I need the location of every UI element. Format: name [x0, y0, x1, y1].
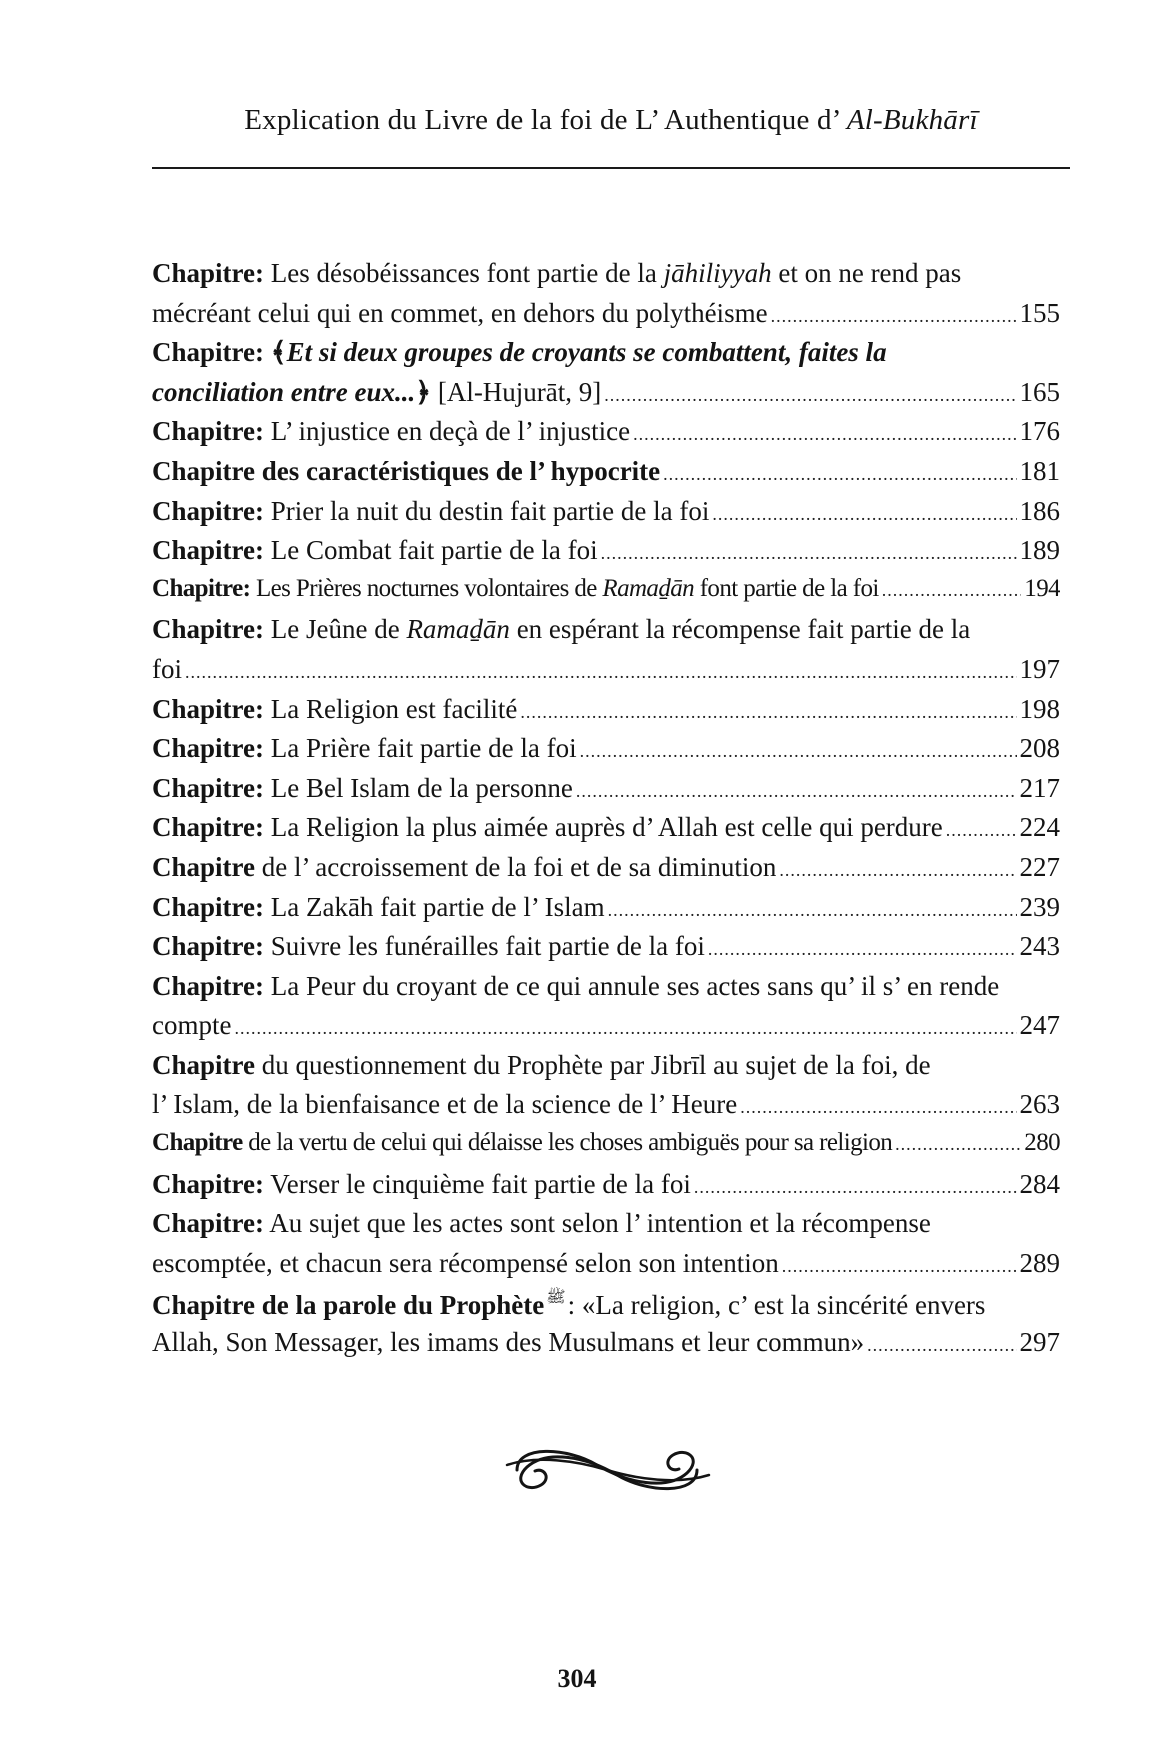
- page-ref[interactable]: 247: [1019, 1010, 1060, 1041]
- toc-line: [152, 258, 1060, 298]
- page-ref[interactable]: 197: [1019, 653, 1060, 684]
- toc-line: [152, 931, 1060, 971]
- chapter-title: Le Combat fait partie de la foi: [264, 535, 598, 566]
- leader-dots: [520, 702, 1016, 723]
- leader-dots: [663, 464, 1016, 485]
- chapter-label: Chapitre de la parole du Prophète: [152, 1290, 545, 1321]
- chapter-title: La Religion est facilité: [264, 693, 518, 724]
- chapter-title: l’ Islam, de la bienfaisance et de la science de l’ Heure: [152, 1089, 738, 1120]
- header-title: Explication du Livre de la foi de L’ Authentique d’: [244, 104, 847, 136]
- chapter-title: Au sujet que les actes sont selon l’ intention et la récompense: [264, 1208, 931, 1239]
- chapter-title: La Peur du croyant de ce qui annule ses actes sans qu’ il s’ en rende: [264, 970, 1000, 1001]
- toc-line: [152, 1010, 1060, 1050]
- chapter-label: Chapitre: [152, 1129, 243, 1157]
- chapter-title: escomptée, et chacun sera récompensé selon son intention: [152, 1247, 779, 1278]
- leader-dots: [708, 939, 1017, 960]
- toc-line: [152, 298, 1060, 338]
- toc-line: [152, 575, 1060, 615]
- toc-line: [152, 1129, 1060, 1169]
- toc-line: [152, 416, 1060, 456]
- toc-line: [152, 496, 1060, 536]
- toc-line: [152, 773, 1060, 813]
- chapter-title-italic: jāhiliyyah: [663, 258, 772, 288]
- chapter-label: Chapitre:: [152, 614, 264, 645]
- page-ref[interactable]: 227: [1019, 851, 1060, 882]
- chapter-title: La Religion la plus aimée auprès d’ Allah est celle qui perdure: [264, 812, 943, 843]
- toc-line: [152, 1248, 1060, 1288]
- chapter-title: Suivre les funérailles fait partie de la foi: [264, 931, 705, 962]
- chapter-title-italic: Ramaḏān: [602, 574, 695, 602]
- toc-line: [152, 377, 1060, 417]
- chapter-label: Chapitre: [152, 851, 256, 882]
- chapter-label: Chapitre:: [152, 258, 264, 288]
- page-ref[interactable]: 284: [1019, 1168, 1060, 1199]
- header-author: Al-Bukhārī: [846, 104, 978, 136]
- toc-line: [152, 971, 1060, 1011]
- chapter-label: Chapitre:: [152, 812, 264, 843]
- chapter-label: Chapitre:: [152, 535, 264, 566]
- page-ref[interactable]: 181: [1019, 455, 1060, 486]
- chapter-title: Prier la nuit du destin fait partie de la foi: [264, 495, 710, 526]
- chapter-title: Le Jeûne de: [264, 614, 407, 645]
- toc-line: [152, 1050, 1060, 1090]
- toc-line: [152, 535, 1060, 575]
- page-ref[interactable]: 155: [1019, 297, 1060, 328]
- page-ref[interactable]: 176: [1019, 416, 1060, 447]
- toc-line: [152, 892, 1060, 932]
- page-ref[interactable]: 194: [1024, 574, 1060, 602]
- quran-open-bracket: ﴾: [270, 337, 287, 368]
- running-header: [152, 104, 1070, 137]
- toc-line: [152, 1327, 1060, 1367]
- leader-dots: [608, 900, 1017, 921]
- leader-dots: [185, 662, 1017, 683]
- page-ref[interactable]: 224: [1019, 812, 1060, 843]
- leader-dots: [771, 306, 1017, 327]
- leader-dots: [740, 1097, 1016, 1118]
- chapter-title: du questionnement du Prophète par Jibrīl au sujet de la foi, de: [255, 1049, 931, 1080]
- toc-line: [152, 812, 1060, 852]
- chapter-title: mécréant celui qui en commet, en dehors du polythéisme: [152, 297, 768, 328]
- chapter-label: Chapitre des caractéristiques de l’ hypocrite: [152, 455, 661, 486]
- page-ref[interactable]: 239: [1019, 891, 1060, 922]
- page-ref[interactable]: 297: [1019, 1327, 1060, 1358]
- toc-line: [152, 1169, 1060, 1209]
- toc-line: [152, 733, 1060, 773]
- flourish-ornament-icon: [497, 1425, 717, 1515]
- leader-dots: [712, 504, 1016, 525]
- toc-line: [152, 1208, 1060, 1248]
- chapter-title: et on ne rend pas: [771, 258, 962, 288]
- leader-dots: [580, 741, 1017, 762]
- chapter-title: Les Prières nocturnes volontaires de: [250, 574, 603, 602]
- quran-reference: [Al-Hujurāt, 9]: [431, 376, 602, 407]
- toc-line: [152, 1287, 1060, 1327]
- chapter-title: Le Bel Islam de la personne: [264, 772, 573, 803]
- chapter-title: en espérant la récompense fait partie de la: [509, 614, 971, 645]
- chapter-title: foi: [152, 653, 182, 684]
- table-of-contents: [152, 258, 1060, 1367]
- chapter-label: Chapitre:: [152, 931, 264, 962]
- page-ref[interactable]: 186: [1019, 495, 1060, 526]
- toc-line: [152, 852, 1060, 892]
- toc-line: [152, 456, 1060, 496]
- toc-line: [152, 694, 1060, 734]
- chapter-title: Les désobéissances font partie de la: [264, 258, 664, 288]
- leader-dots: [946, 820, 1017, 841]
- leader-dots: [779, 860, 1016, 881]
- chapter-title: : «La religion, c’ est la sincérité envers: [567, 1290, 986, 1321]
- chapter-label: Chapitre:: [152, 1168, 264, 1199]
- chapter-title: font partie de la foi: [694, 574, 879, 602]
- chapter-title: de la vertu de celui qui délaisse les choses ambiguës pour sa religion: [242, 1129, 893, 1157]
- page-ref[interactable]: 198: [1019, 693, 1060, 724]
- chapter-title: Verser le cinquième fait partie de la foi: [264, 1168, 691, 1199]
- chapter-label: Chapitre: [152, 1049, 256, 1080]
- quran-verse: Et si deux groupes de croyants se combattent, faites la: [286, 337, 887, 368]
- leader-dots: [234, 1018, 1016, 1039]
- quran-close-bracket: ﴿: [415, 376, 432, 407]
- chapter-label: Chapitre:: [152, 1208, 264, 1239]
- chapter-label: Chapitre:: [152, 891, 264, 922]
- leader-dots: [882, 580, 1022, 601]
- chapter-label: Chapitre:: [152, 970, 264, 1001]
- chapter-label: Chapitre:: [152, 693, 264, 724]
- toc-line: [152, 337, 1060, 377]
- page-ref[interactable]: 280: [1024, 1129, 1060, 1157]
- chapter-title: La Zakāh fait partie de l’ Islam: [264, 891, 605, 922]
- page-ref[interactable]: 165: [1019, 376, 1060, 407]
- chapter-label: Chapitre:: [152, 495, 264, 526]
- leader-dots: [576, 781, 1017, 802]
- chapter-title: compte: [152, 1010, 232, 1041]
- page-ref[interactable]: 189: [1019, 535, 1060, 566]
- salawat-icon: ﷺ: [546, 1287, 566, 1307]
- chapter-title: La Prière fait partie de la foi: [264, 733, 577, 764]
- chapter-label: Chapitre:: [152, 416, 264, 447]
- quran-verse: conciliation entre eux...: [152, 376, 416, 407]
- toc-line: [152, 614, 1060, 654]
- leader-dots: [633, 424, 1016, 445]
- toc-line: [152, 654, 1060, 694]
- leader-dots: [867, 1335, 1016, 1356]
- leader-dots: [601, 543, 1017, 564]
- toc-line: [152, 1089, 1060, 1129]
- chapter-title: L’ injustice en deçà de l’ injustice: [264, 416, 631, 447]
- page-ref[interactable]: 243: [1019, 931, 1060, 962]
- chapter-label: Chapitre:: [152, 337, 271, 368]
- chapter-label: Chapitre:: [152, 772, 264, 803]
- leader-dots: [604, 385, 1016, 406]
- chapter-title: de l’ accroissement de la foi et de sa diminution: [255, 851, 777, 882]
- leader-dots: [782, 1256, 1017, 1277]
- leader-dots: [895, 1134, 1021, 1155]
- chapter-label: Chapitre:: [152, 574, 251, 602]
- chapter-label: Chapitre:: [152, 733, 264, 764]
- chapter-title: Allah, Son Messager, les imams des Musulmans et leur commun»: [152, 1327, 865, 1358]
- chapter-title-italic: Ramaḏān: [406, 614, 510, 645]
- page-ref[interactable]: 289: [1019, 1247, 1060, 1278]
- page-number: 304: [557, 1664, 597, 1693]
- leader-dots: [694, 1177, 1017, 1198]
- header-rule: [152, 167, 1070, 169]
- page-ref[interactable]: 217: [1019, 772, 1060, 803]
- page-ref[interactable]: 208: [1019, 733, 1060, 764]
- page-ref[interactable]: 263: [1019, 1089, 1060, 1120]
